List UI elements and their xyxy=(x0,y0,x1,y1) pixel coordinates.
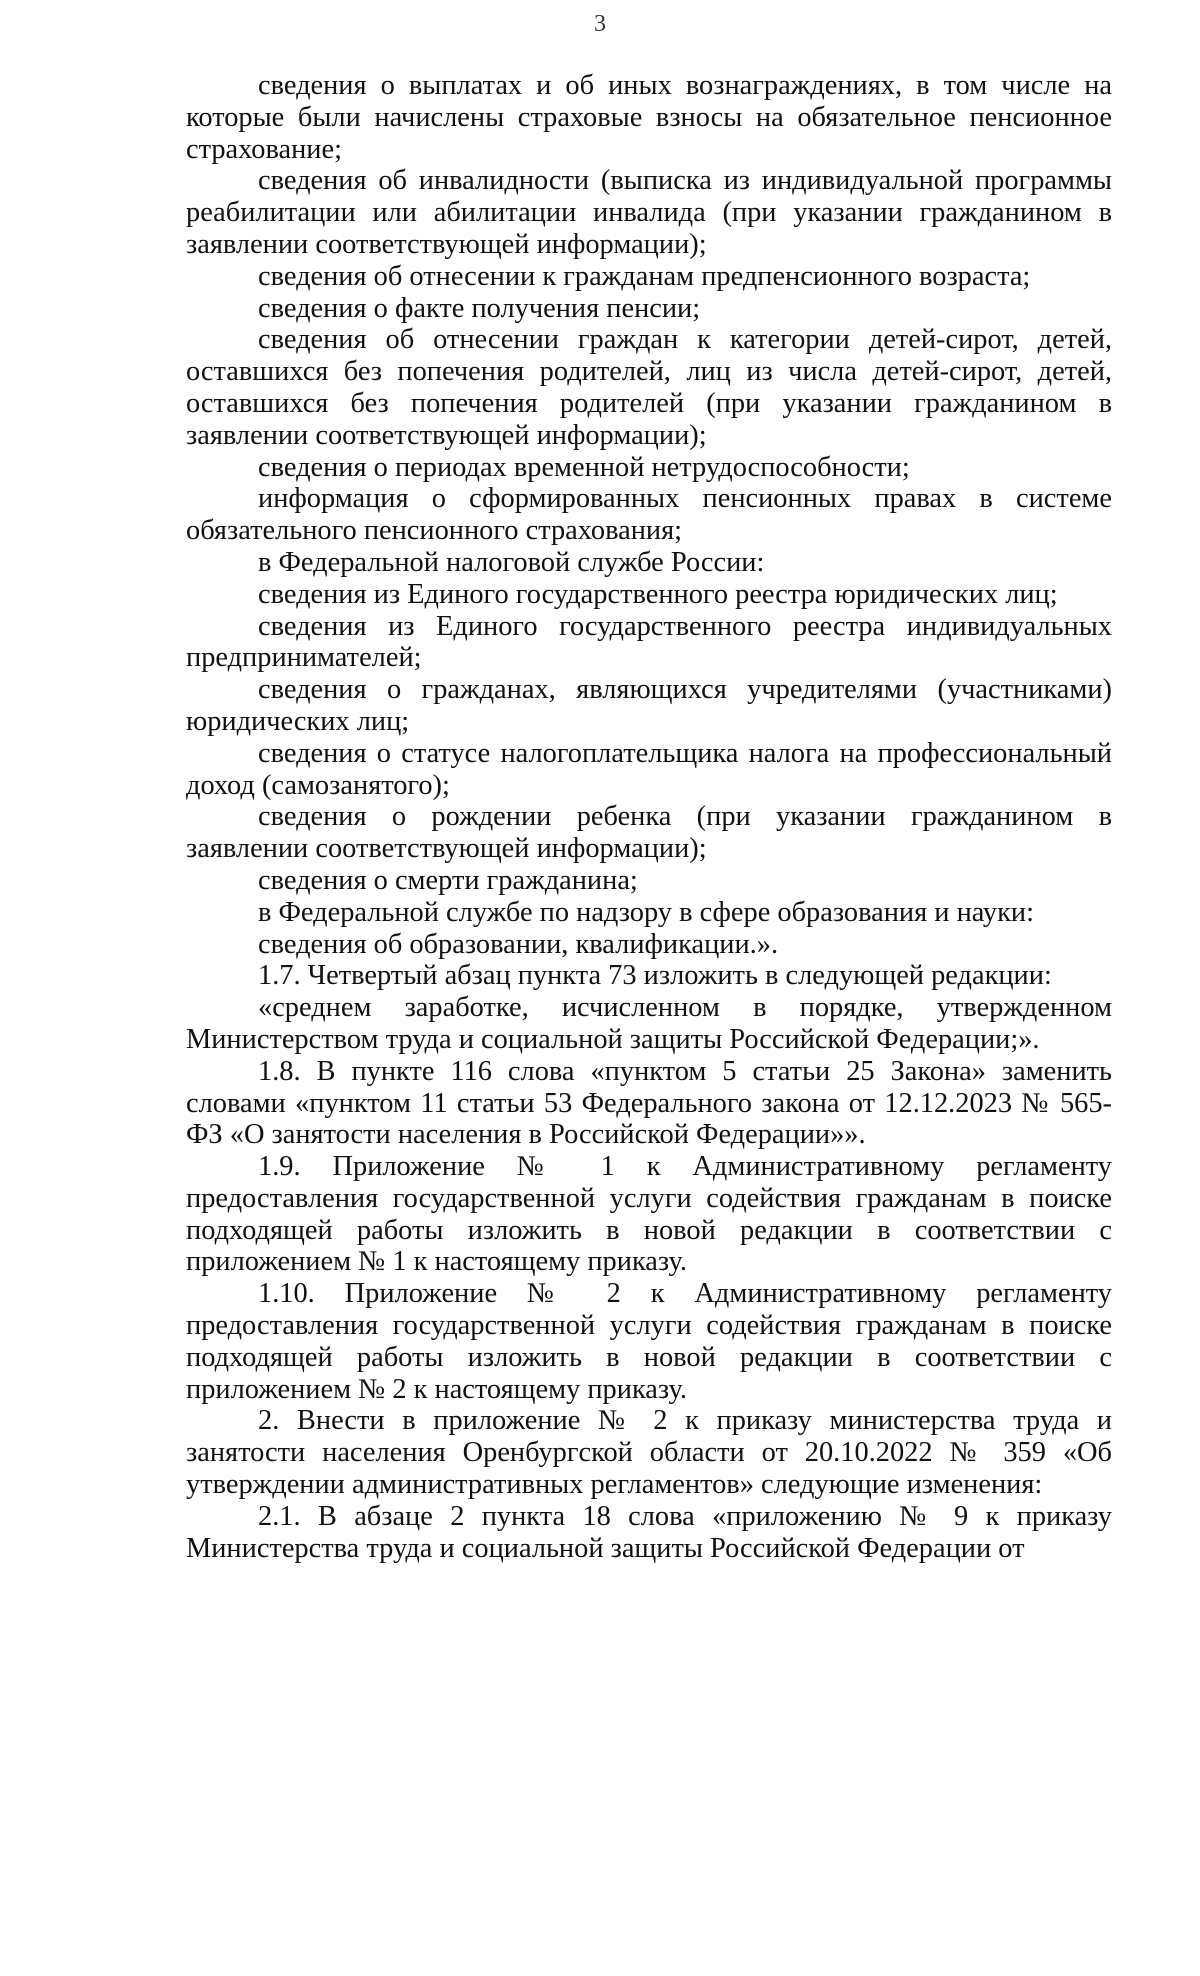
paragraph: сведения о выплатах и об иных вознаграждениях, в том числе на которые были начислены страховые взносы на обязательное пенсионное страхование; xyxy=(186,70,1112,165)
paragraph: в Федеральной службе по надзору в сфере образования и науки: xyxy=(258,896,1034,928)
paragraph: «среднем заработке, исчисленном в порядке, утвержденном Министерством труда и социальной защиты Российской Федерации;». xyxy=(186,992,1112,1055)
paragraph: сведения о смерти гражданина; xyxy=(258,864,638,896)
paragraph: сведения из Единого государственного реестра юридических лиц; xyxy=(258,578,1058,610)
paragraph: сведения об отнесении к гражданам предпенсионного возраста; xyxy=(258,260,1031,292)
paragraph: сведения об отнесении граждан к категории детей-сирот, детей, оставшихся без попечения родителей, лиц из числа детей-сирот, детей, оставшихся без попечения родителей (при указании гражданином в заявлении соответствующей информации); xyxy=(186,324,1112,451)
paragraph: сведения об образовании, квалификации.». xyxy=(258,928,779,960)
paragraph: 2.1. В абзаце 2 пункта 18 слова «приложению № 9 к приказу Министерства труда и социальной защиты Российской Федерации от xyxy=(186,1500,1112,1564)
paragraph: 1.7. Четвертый абзац пункта 73 изложить в следующей редакции: xyxy=(258,960,1052,992)
paragraph: 1.9. Приложение № 1 к Административному регламенту предоставления государственной услуги содействия гражданам в поиске подходящей работы изложить в новой редакции в соответствии с приложением № 1 к настоящему приказу. xyxy=(186,1151,1112,1278)
paragraph: 1.10. Приложение № 2 к Административному регламенту предоставления государственной услуги содействия гражданам в поиске подходящей работы изложить в новой редакции в соответствии с приложением № 2 к настоящему приказу. xyxy=(186,1278,1112,1405)
paragraph: 2. Внести в приложение № 2 к приказу министерства труда и занятости населения Оренбургской области от 20.10.2022 № 359 «Об утверждении административных регламентов» следующие изменения: xyxy=(186,1405,1112,1501)
paragraph: сведения из Единого государственного реестра индивидуальных предпринимателей; xyxy=(186,610,1112,674)
document-body xyxy=(186,70,1112,1564)
paragraph: сведения о статусе налогоплательщика налога на профессиональный доход (самозанятого); xyxy=(186,737,1112,801)
paragraph: сведения об инвалидности (выписка из индивидуальной программы реабилитации или абилитации инвалида (при указании гражданином в заявлении соответствующей информации); xyxy=(186,165,1112,260)
paragraph: в Федеральной налоговой службе России: xyxy=(258,546,765,578)
paragraph: сведения о рождении ребенка (при указании гражданином в заявлении соответствующей информации); xyxy=(186,801,1112,865)
paragraph: 1.8. В пункте 116 слова «пунктом 5 статьи 25 Закона» заменить словами «пунктом 11 статьи 53 Федерального закона от 12.12.2023 № 565-ФЗ «О занятости населения в Российской Федерации»». xyxy=(186,1055,1112,1151)
paragraph: информация о сформированных пенсионных правах в системе обязательного пенсионного страхования; xyxy=(186,483,1112,547)
paragraph: сведения о факте получения пенсии; xyxy=(258,292,701,324)
paragraph: сведения о периодах временной нетрудоспособности; xyxy=(258,451,910,483)
page-number: 3 xyxy=(594,11,606,37)
paragraph: сведения о гражданах, являющихся учредителями (участниками) юридических лиц; xyxy=(186,674,1112,737)
